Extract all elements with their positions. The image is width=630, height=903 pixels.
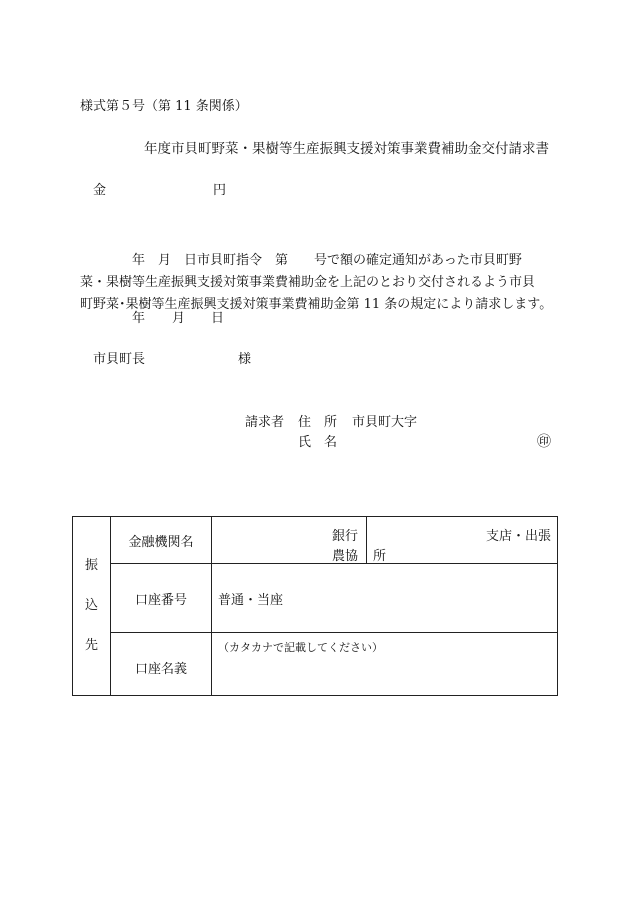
date-month: 月 [172,311,186,326]
side-char: 振 [84,558,98,573]
addressee-name: 市貝町長 [93,352,146,367]
body-line: 菜・果樹等生産振興支援対策事業費補助金を上記のとおり交付されるよう市貝 [80,275,536,290]
seal-mark: ㊞ [537,434,551,450]
account-name-label: 口座名義 [111,633,212,696]
institution-label: 金融機関名 [111,517,212,564]
amount-label: 金 [93,183,107,198]
side-char: 先 [84,638,98,653]
bank-transfer-table [72,516,558,696]
amount-unit: 円 [213,183,227,198]
account-name-cell[interactable] [212,633,558,696]
document-title: 年度市貝町野菜・果樹等生産振興支援対策事業費補助金交付請求書 [144,141,549,157]
side-char: 込 [84,598,98,613]
account-number-label: 口座番号 [111,564,212,633]
body-line: 町野菜･果樹等生産振興支援対策事業費補助金第 11 条の規定により請求します。 [80,297,553,312]
account-type: 普通・当座 [218,592,284,608]
request-body [80,250,560,316]
form-number: 様式第５号（第 11 条関係） [80,99,248,114]
institution-type-cell[interactable] [212,517,367,564]
date-year: 年 [132,311,146,326]
claimant-address-label: 住 所 [298,415,338,430]
branch-cell[interactable] [367,517,558,564]
addressee-honorific: 様 [238,352,252,367]
account-type-cell[interactable] [212,564,558,633]
branch-suffix: 所 [373,549,387,564]
date-day: 日 [211,311,225,326]
claimant-name-label: 氏 名 [298,435,338,450]
claimant-label: 請求者 [245,415,285,430]
bank-option: 銀行 [331,529,358,544]
kana-note: （カタカナで記載してください） [218,641,383,654]
branch-label: 支店・出張 [485,529,551,544]
coop-option: 農協 [331,549,358,564]
claimant-address-value: 市貝町大字 [352,415,418,430]
transfer-destination-label [73,517,111,696]
body-line: 年 月 日市貝町指令 第 号で額の確定通知があった市貝町野 [132,253,522,268]
